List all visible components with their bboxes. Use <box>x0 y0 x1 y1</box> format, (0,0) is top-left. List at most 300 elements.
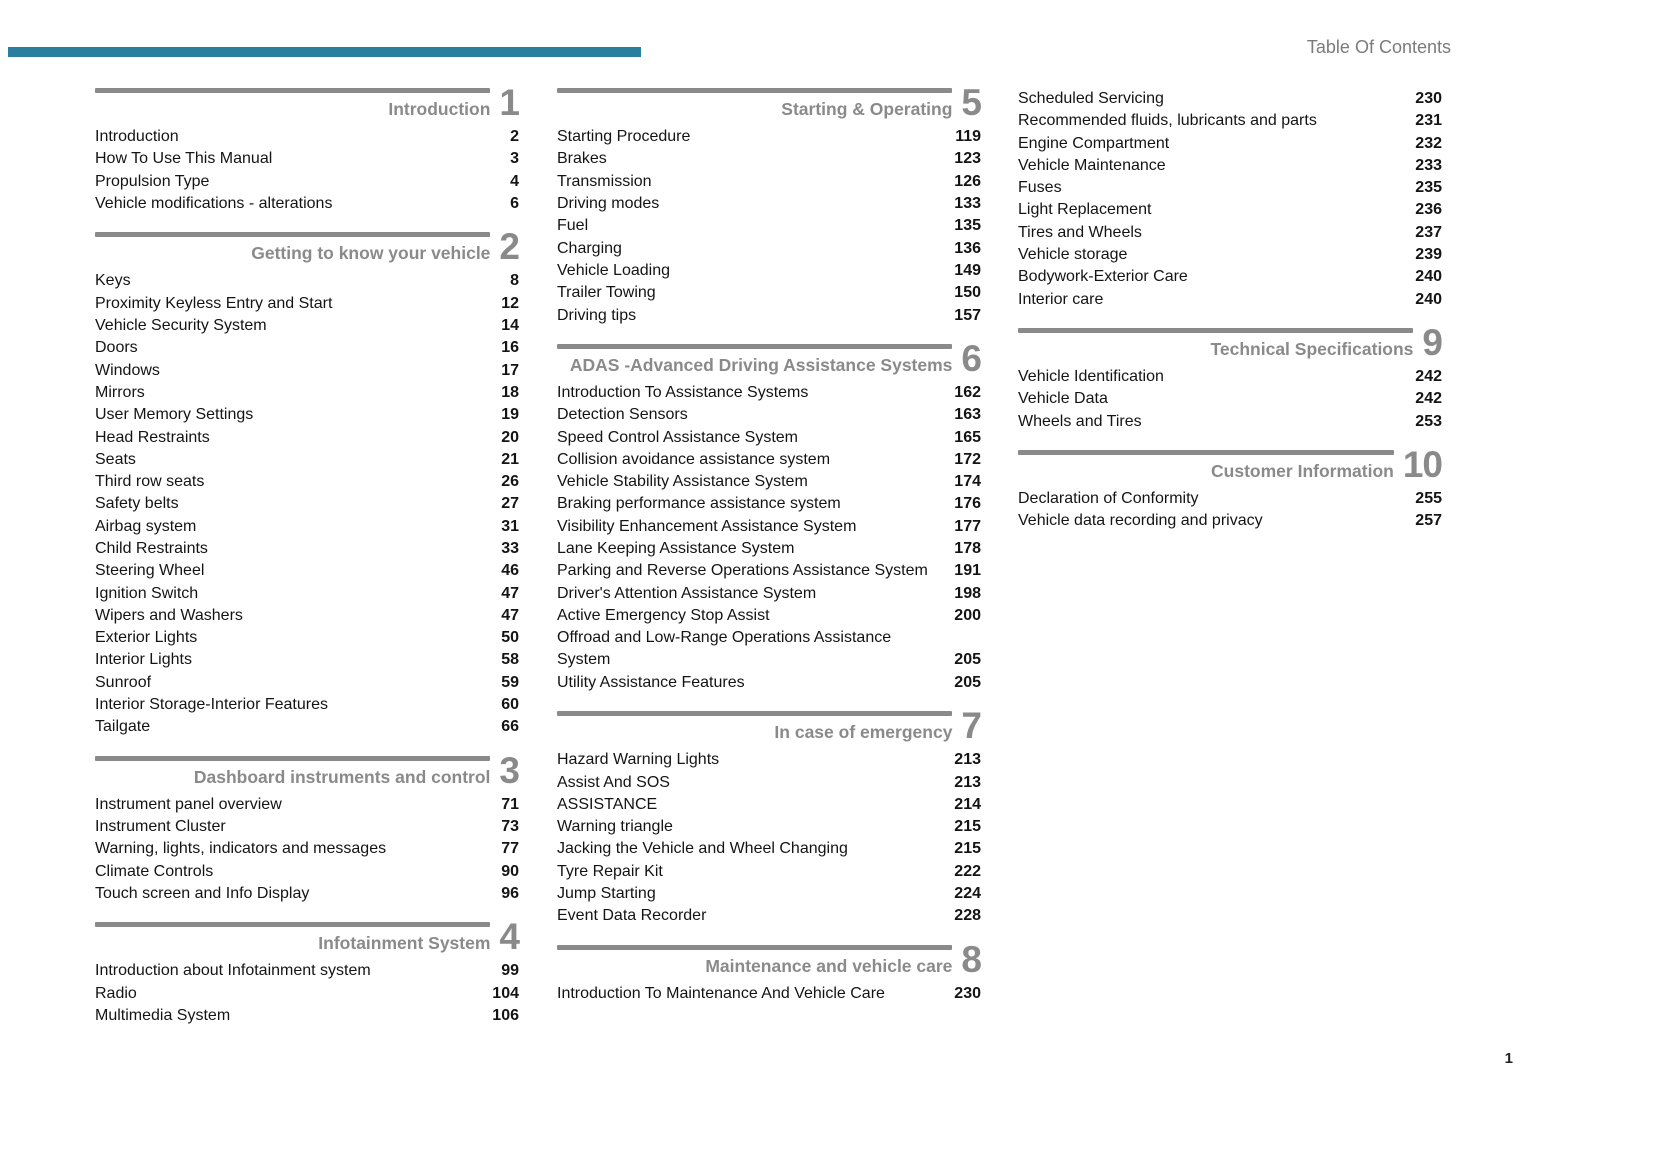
entry-page-number: 50 <box>501 629 519 647</box>
section-title: Introduction <box>388 99 491 119</box>
entry-label: Airbag system <box>95 517 197 535</box>
section-number: 6 <box>961 337 981 379</box>
entry-label: Trailer Towing <box>557 284 656 302</box>
entry-page-number: 90 <box>501 862 519 880</box>
toc-entry <box>557 493 981 515</box>
entry-page-number: 174 <box>954 473 981 491</box>
toc-entry <box>557 794 981 816</box>
entry-label: How To Use This Manual <box>95 150 273 168</box>
section-number: 7 <box>961 705 981 747</box>
toc-entry <box>1018 388 1442 410</box>
toc-entry <box>557 126 981 148</box>
toc-entry <box>557 471 981 493</box>
entry-label: Vehicle Maintenance <box>1018 156 1166 174</box>
entry-label: ASSISTANCE <box>557 795 658 813</box>
toc-section <box>557 705 981 928</box>
toc-entry <box>95 960 519 982</box>
entry-label: Hazard Warning Lights <box>557 751 720 769</box>
entry-page-number: 133 <box>954 195 981 213</box>
toc-entry <box>557 449 981 471</box>
entry-page-number: 239 <box>1415 246 1442 264</box>
entry-label: Touch screen and Info Display <box>95 884 310 902</box>
entry-page-number: 60 <box>501 696 519 714</box>
entry-label: Engine Compartment <box>1018 134 1170 152</box>
entry-page-number: 6 <box>510 195 519 213</box>
toc-entry <box>95 672 519 694</box>
toc-entry <box>95 427 519 449</box>
section-title: Starting & Operating <box>781 99 953 119</box>
entry-page-number: 240 <box>1415 290 1442 308</box>
entry-label: Instrument Cluster <box>95 818 226 836</box>
entry-label: Vehicle Stability Assistance System <box>557 473 808 491</box>
entry-label: Warning triangle <box>557 818 673 836</box>
entry-label: Bodywork-Exterior Care <box>1018 268 1188 286</box>
entry-label: Vehicle storage <box>1018 246 1128 264</box>
toc-column <box>95 82 519 1044</box>
entry-page-number: 213 <box>954 751 981 769</box>
entry-label: Scheduled Servicing <box>1018 90 1164 107</box>
entry-page-number: 213 <box>954 773 981 791</box>
toc-entry <box>1018 289 1442 311</box>
toc-entry <box>95 126 519 148</box>
toc-entry <box>95 449 519 471</box>
toc-entry <box>1018 510 1442 532</box>
entry-label: Tires and Wheels <box>1018 223 1142 241</box>
section-number: 3 <box>499 749 519 791</box>
entry-label: Vehicle Data <box>1018 390 1108 408</box>
entry-label: Driving tips <box>557 306 637 324</box>
entry-page-number: 46 <box>501 562 519 580</box>
toc-column <box>1018 88 1442 550</box>
toc-entry <box>557 193 981 215</box>
entry-label: Jacking the Vehicle and Wheel Changing <box>557 840 848 858</box>
section-rule <box>557 88 952 93</box>
entry-label: Vehicle Identification <box>1018 368 1164 386</box>
entry-page-number: 215 <box>954 840 981 858</box>
entry-label: Introduction To Maintenance And Vehicle Care <box>557 984 885 1002</box>
section-title: Dashboard instruments and control <box>193 766 491 787</box>
toc-entry <box>95 471 519 493</box>
entry-page-number: 178 <box>954 540 981 557</box>
section-header <box>557 938 981 980</box>
section-number: 10 <box>1402 443 1442 485</box>
toc-entry <box>557 260 981 282</box>
toc-entry <box>557 749 981 771</box>
section-header <box>95 226 519 268</box>
section-header-left <box>95 88 490 119</box>
entry-page-number: 255 <box>1415 490 1442 508</box>
toc-entry <box>1018 155 1442 177</box>
entry-page-number: 96 <box>501 884 519 902</box>
entry-label: Safety belts <box>95 495 179 513</box>
entry-label: Lane Keeping Assistance System <box>557 540 795 557</box>
toc-entry <box>95 148 519 170</box>
toc-entry <box>557 238 981 260</box>
toc-entry <box>95 983 519 1005</box>
section-rule <box>95 88 490 93</box>
entry-label: Assist And SOS <box>557 773 670 791</box>
toc-entry <box>557 171 981 193</box>
section-title: Getting to know your vehicle <box>251 243 491 264</box>
entry-label: Proximity Keyless Entry and Start <box>95 294 333 312</box>
entry-label: Transmission <box>557 172 652 190</box>
section-number: 9 <box>1422 321 1442 363</box>
toc-entry <box>557 516 981 538</box>
toc-entry <box>95 493 519 515</box>
entry-label: Wipers and Washers <box>95 606 243 624</box>
entry-label: Wheels and Tires <box>1018 412 1142 430</box>
entry-label: Fuel <box>557 217 589 235</box>
entry-page-number: 119 <box>955 128 981 146</box>
entry-page-number: 242 <box>1415 368 1442 386</box>
toc-entry <box>95 315 519 337</box>
toc-section <box>1018 443 1442 533</box>
entry-label: Head Restraints <box>95 428 210 446</box>
toc-entry <box>1018 488 1442 510</box>
entry-page-number: 123 <box>954 150 981 168</box>
section-number: 2 <box>499 226 519 268</box>
entry-label: Recommended fluids, lubricants and parts <box>1018 112 1317 130</box>
section-number: 1 <box>499 82 519 123</box>
entry-label: Interior care <box>1018 290 1104 308</box>
entry-page-number: 253 <box>1415 412 1442 430</box>
section-header-left <box>95 232 490 263</box>
toc-entry <box>95 605 519 627</box>
entry-page-number: 58 <box>501 651 519 669</box>
section-header <box>95 749 519 791</box>
toc-entry <box>557 215 981 237</box>
entry-label: Offroad and Low-Range Operations Assistance System <box>557 629 892 669</box>
entry-label: Introduction about Infotainment system <box>95 962 371 980</box>
entry-page-number: 136 <box>954 239 981 257</box>
toc-entry <box>95 794 519 816</box>
entry-label: Doors <box>95 339 138 357</box>
entry-label: Parking and Reverse Operations Assistance System <box>557 562 928 580</box>
section-title: ADAS -Advanced Driving Assistance Systems <box>569 354 953 375</box>
entry-page-number: 47 <box>501 584 519 602</box>
toc-entry <box>557 838 981 860</box>
section-header-left <box>1018 328 1413 359</box>
entry-page-number: 26 <box>501 473 519 491</box>
entry-label: Climate Controls <box>95 862 214 880</box>
toc-entry <box>557 282 981 304</box>
toc-entry <box>95 627 519 649</box>
section-rule <box>557 711 952 716</box>
entry-page-number: 47 <box>501 606 519 624</box>
entry-label: Fuses <box>1018 179 1062 197</box>
entry-label: Utility Assistance Features <box>557 673 745 691</box>
toc-entry <box>557 605 981 627</box>
entry-label: Starting Procedure <box>557 128 691 146</box>
entry-label: Charging <box>557 239 622 257</box>
section-rule <box>557 344 952 349</box>
entry-page-number: 135 <box>954 217 981 235</box>
toc-entry <box>557 560 981 582</box>
entry-page-number: 235 <box>1415 179 1442 197</box>
section-rule <box>95 232 490 237</box>
entry-page-number: 224 <box>954 884 981 902</box>
toc-entry <box>1018 366 1442 388</box>
entry-page-number: 198 <box>954 584 981 602</box>
section-title: Infotainment System <box>318 933 491 954</box>
entry-page-number: 176 <box>954 495 981 513</box>
toc-entry <box>95 538 519 560</box>
toc-entry <box>95 337 519 359</box>
entry-page-number: 200 <box>954 606 981 624</box>
toc-section <box>95 916 519 1027</box>
entry-page-number: 17 <box>501 361 519 379</box>
section-title: Maintenance and vehicle care <box>705 955 953 976</box>
entry-label: Vehicle data recording and privacy <box>1018 512 1263 530</box>
toc-entry <box>95 816 519 838</box>
toc-entry <box>95 270 519 292</box>
toc-entry <box>95 649 519 671</box>
entry-page-number: 163 <box>954 406 981 424</box>
entry-page-number: 214 <box>954 795 981 813</box>
entry-label: Propulsion Type <box>95 172 210 190</box>
toc-entry <box>95 360 519 382</box>
toc-entry <box>95 516 519 538</box>
section-rule <box>95 922 490 927</box>
section-rule <box>557 945 952 950</box>
entry-page-number: 150 <box>954 284 981 302</box>
entry-page-number: 126 <box>954 172 981 190</box>
section-header-left <box>1018 450 1394 481</box>
section-header <box>95 916 519 958</box>
toc-entry <box>95 293 519 315</box>
section-number: 4 <box>499 916 519 958</box>
toc-section <box>95 82 519 215</box>
toc-entry <box>95 694 519 716</box>
entry-page-number: 157 <box>954 306 981 324</box>
entry-page-number: 205 <box>954 651 981 669</box>
entry-label: Vehicle Loading <box>557 261 670 279</box>
toc-entry <box>1018 110 1442 132</box>
entry-page-number: 77 <box>501 840 519 858</box>
section-header <box>95 82 519 123</box>
entry-label: Brakes <box>557 150 607 168</box>
entry-page-number: 4 <box>510 172 519 190</box>
accent-bar <box>8 47 641 57</box>
toc-entry <box>1018 244 1442 266</box>
section-header <box>557 82 981 123</box>
toc-entry <box>557 148 981 170</box>
toc-entry <box>1018 266 1442 288</box>
entry-label: Tailgate <box>95 718 151 736</box>
entry-page-number: 230 <box>1415 90 1442 107</box>
entry-label: Visibility Enhancement Assistance System <box>557 517 857 535</box>
toc-section <box>1018 321 1442 433</box>
toc-entry <box>557 905 981 927</box>
entry-label: Vehicle modifications - alterations <box>95 195 333 213</box>
entry-page-number: 240 <box>1415 268 1442 286</box>
toc-section <box>557 938 981 1005</box>
section-header-left <box>95 922 490 953</box>
entry-page-number: 106 <box>492 1007 519 1024</box>
section-number: 8 <box>961 938 981 980</box>
entry-page-number: 8 <box>510 272 519 290</box>
section-number: 5 <box>961 82 981 123</box>
toc-entry <box>95 861 519 883</box>
entry-label: Tyre Repair Kit <box>557 862 663 880</box>
page-header-title: Table Of Contents <box>1306 37 1451 57</box>
entry-label: Driving modes <box>557 195 660 213</box>
section-header-left <box>557 344 952 375</box>
entry-page-number: 172 <box>954 450 981 468</box>
toc-section <box>557 82 981 327</box>
toc-entry <box>1018 133 1442 155</box>
toc-entry <box>1018 199 1442 221</box>
toc-entry <box>95 583 519 605</box>
toc-entry <box>1018 177 1442 199</box>
entry-page-number: 66 <box>501 718 519 736</box>
entry-page-number: 215 <box>954 818 981 836</box>
toc-entry <box>95 838 519 860</box>
toc-entry <box>557 427 981 449</box>
entry-label: Collision avoidance assistance system <box>557 450 831 468</box>
entry-page-number: 257 <box>1415 512 1442 530</box>
toc-entry <box>557 404 981 426</box>
entry-page-number: 73 <box>501 818 519 836</box>
entry-page-number: 27 <box>501 495 519 513</box>
entry-label: Third row seats <box>95 473 205 491</box>
entry-label: Interior Lights <box>95 651 192 669</box>
entry-page-number: 205 <box>954 673 981 691</box>
toc-entry <box>557 883 981 905</box>
toc-entry <box>557 772 981 794</box>
entry-label: Introduction <box>95 128 179 146</box>
entry-label: Seats <box>95 450 136 468</box>
section-title: In case of emergency <box>774 722 953 743</box>
entry-page-number: 21 <box>501 450 519 468</box>
entry-page-number: 18 <box>501 383 519 401</box>
section-rule <box>95 756 490 761</box>
entry-label: Radio <box>95 984 137 1002</box>
entry-page-number: 14 <box>501 317 519 335</box>
entry-page-number: 162 <box>954 383 981 401</box>
entry-label: Declaration of Conformity <box>1018 490 1199 508</box>
toc-entry <box>557 672 981 694</box>
entry-label: Exterior Lights <box>95 629 198 647</box>
toc-entry <box>1018 88 1442 110</box>
toc-entry <box>557 305 981 327</box>
entry-page-number: 59 <box>501 673 519 691</box>
toc-entry <box>95 404 519 426</box>
entry-page-number: 232 <box>1415 134 1442 152</box>
entry-page-number: 231 <box>1415 112 1442 130</box>
toc-entry <box>95 716 519 738</box>
toc-entry <box>95 883 519 905</box>
entry-label: Jump Starting <box>557 884 656 902</box>
entry-label: Driver's Attention Assistance System <box>557 584 817 602</box>
entry-label: Active Emergency Stop Assist <box>557 606 770 624</box>
toc-section <box>557 337 981 694</box>
entry-label: Speed Control Assistance System <box>557 428 799 446</box>
entry-page-number: 149 <box>954 261 981 279</box>
toc-entry <box>95 171 519 193</box>
entry-label: Ignition Switch <box>95 584 199 602</box>
toc-entry <box>95 1005 519 1027</box>
entry-page-number: 2 <box>510 128 519 146</box>
section-header <box>557 337 981 379</box>
section-rule <box>1018 450 1394 455</box>
section-header-left <box>557 945 952 976</box>
entry-label: Child Restraints <box>95 540 208 557</box>
entry-label: User Memory Settings <box>95 406 254 424</box>
section-header-left <box>95 756 490 787</box>
toc-section <box>95 749 519 906</box>
entry-page-number: 230 <box>954 984 981 1002</box>
entry-page-number: 165 <box>954 428 981 446</box>
toc-section <box>1018 88 1442 311</box>
entry-page-number: 16 <box>501 339 519 357</box>
entry-page-number: 19 <box>501 406 519 424</box>
toc-entry <box>557 816 981 838</box>
section-header <box>1018 321 1442 363</box>
entry-page-number: 31 <box>501 517 519 535</box>
entry-label: Braking performance assistance system <box>557 495 841 513</box>
entry-label: Event Data Recorder <box>557 907 707 925</box>
toc-entry <box>557 627 981 672</box>
toc-entry <box>95 382 519 404</box>
entry-label: Warning, lights, indicators and messages <box>95 840 387 858</box>
section-title: Technical Specifications <box>1210 338 1414 359</box>
toc-entry <box>557 583 981 605</box>
entry-page-number: 99 <box>501 962 519 980</box>
section-rule <box>1018 328 1413 333</box>
entry-page-number: 237 <box>1415 223 1442 241</box>
footer-page-number: 1 <box>1504 1050 1513 1067</box>
toc-entry <box>557 382 981 404</box>
entry-label: Detection Sensors <box>557 406 688 424</box>
entry-label: Windows <box>95 361 160 379</box>
entry-label: Mirrors <box>95 383 145 401</box>
toc-entry <box>1018 411 1442 433</box>
entry-page-number: 228 <box>954 907 981 925</box>
toc-entry <box>557 538 981 560</box>
entry-page-number: 233 <box>1415 156 1442 174</box>
entry-page-number: 3 <box>510 150 519 168</box>
entry-label: Multimedia System <box>95 1007 231 1024</box>
entry-label: Keys <box>95 272 131 290</box>
entry-label: Light Replacement <box>1018 201 1152 219</box>
entry-label: Vehicle Security System <box>95 317 267 335</box>
entry-page-number: 222 <box>954 862 981 880</box>
entry-label: Instrument panel overview <box>95 795 282 813</box>
section-header <box>1018 443 1442 485</box>
toc-entry <box>95 560 519 582</box>
toc-entry <box>95 193 519 215</box>
entry-label: Sunroof <box>95 673 152 691</box>
entry-page-number: 191 <box>954 562 981 580</box>
entry-page-number: 236 <box>1415 201 1442 219</box>
entry-page-number: 33 <box>501 540 519 557</box>
section-header <box>557 705 981 747</box>
entry-label: Introduction To Assistance Systems <box>557 383 809 401</box>
toc-entry <box>557 861 981 883</box>
entry-page-number: 242 <box>1415 390 1442 408</box>
section-header-left <box>557 711 952 742</box>
section-header-left <box>557 88 952 119</box>
section-title: Customer Information <box>1211 460 1394 481</box>
entry-page-number: 20 <box>501 428 519 446</box>
toc-entry <box>557 983 981 1005</box>
toc-column <box>557 82 981 1022</box>
entry-page-number: 12 <box>501 294 519 312</box>
entry-page-number: 104 <box>492 984 519 1002</box>
entry-page-number: 177 <box>954 517 981 535</box>
entry-label: Steering Wheel <box>95 562 205 580</box>
